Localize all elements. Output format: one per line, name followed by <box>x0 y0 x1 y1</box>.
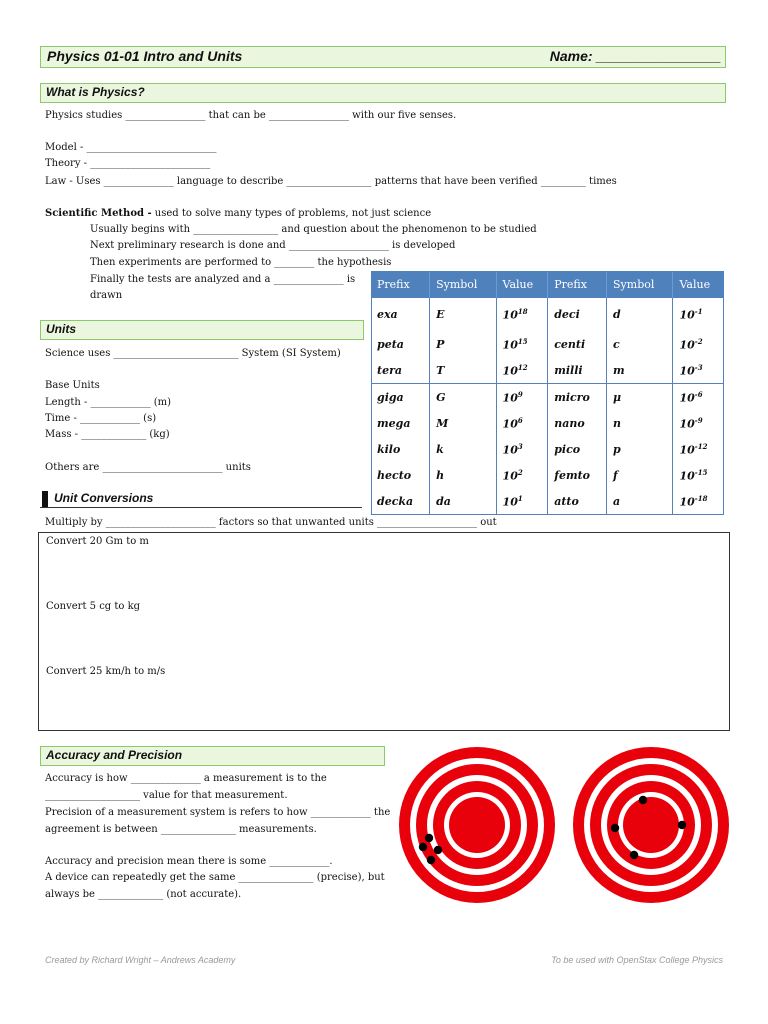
cell-symbol: d <box>607 298 673 331</box>
conversion-work-box <box>38 532 730 731</box>
cell-prefix: decka <box>371 488 430 514</box>
table-row <box>371 462 724 488</box>
sci-method-text: used to solve many types of problems, not just science <box>151 208 432 219</box>
section-header-units <box>40 320 364 340</box>
cell-symbol: μ <box>607 384 673 411</box>
hit-mark <box>678 821 686 829</box>
table-row <box>371 436 724 462</box>
cell-symbol: c <box>607 331 673 357</box>
table-row <box>371 331 724 357</box>
hit-mark <box>630 851 638 859</box>
table-header-row <box>371 271 724 298</box>
cell-value <box>673 410 724 436</box>
cell-value <box>496 331 548 357</box>
cell-prefix: mega <box>371 410 430 436</box>
cell-value <box>496 462 548 488</box>
value-base: 10 <box>679 338 695 352</box>
page-title: Physics 01-01 Intro and Units <box>47 48 243 64</box>
table-row <box>371 488 724 514</box>
value-exponent: 18 <box>517 307 528 317</box>
value-exponent: 12 <box>517 362 528 372</box>
cell-value <box>673 331 724 357</box>
value-exponent: 15 <box>517 336 528 346</box>
target-ring <box>623 797 679 853</box>
time-line: Time - ____________ (s) <box>45 413 157 424</box>
value-base: 10 <box>502 417 518 431</box>
cell-prefix: milli <box>548 357 607 384</box>
cell-symbol: f <box>607 462 673 488</box>
value-exponent: -2 <box>694 336 703 346</box>
conversion-question-1: Convert 20 Gm to m <box>46 536 149 547</box>
cell-value <box>673 462 724 488</box>
cell-symbol: M <box>430 410 496 436</box>
multiply-line: Multiply by ______________________ factors so that unwanted units ____________________ out <box>45 517 497 528</box>
section-header-conversions <box>40 490 362 508</box>
cell-value <box>496 436 548 462</box>
physics-studies-line: Physics studies ________________ that can be ________________ with our five senses. <box>45 110 457 121</box>
cell-prefix: kilo <box>371 436 430 462</box>
cell-value <box>496 298 548 331</box>
value-base: 10 <box>679 495 695 509</box>
cell-symbol: da <box>430 488 496 514</box>
cell-prefix: tera <box>371 357 430 384</box>
sci-method-line <box>45 207 431 221</box>
hit-mark <box>419 843 427 851</box>
value-base: 10 <box>679 364 695 378</box>
base-units-label: Base Units <box>45 380 100 391</box>
value-base: 10 <box>502 443 518 457</box>
conversion-question-2: Convert 5 cg to kg <box>46 601 141 612</box>
theory-line: Theory - ________________________ <box>45 158 211 169</box>
accuracy-line-2: ___________________ value for that measurement. <box>45 790 288 801</box>
value-exponent: -1 <box>694 307 703 317</box>
method-step-2: Next preliminary research is done and ____________________ is developed <box>90 240 456 251</box>
accurate-not-precise-target-image <box>568 746 734 904</box>
table-row <box>371 384 724 411</box>
value-exponent: -6 <box>694 389 703 399</box>
table-row <box>371 357 724 384</box>
conversion-question-3: Convert 25 km/h to m/s <box>46 666 166 677</box>
header-prefix: Prefix <box>548 271 607 298</box>
target-ring <box>449 797 505 853</box>
value-base: 10 <box>679 443 695 457</box>
cell-symbol: m <box>607 357 673 384</box>
cell-prefix: micro <box>548 384 607 411</box>
section-marker <box>42 491 48 507</box>
accuracy-line-7: always be _____________ (not accurate). <box>45 889 242 900</box>
hit-mark <box>639 796 647 804</box>
cell-prefix: peta <box>371 331 430 357</box>
hit-mark <box>611 824 619 832</box>
method-step-3: Then experiments are performed to ________ the hypothesis <box>90 257 392 268</box>
value-exponent: 1 <box>517 493 523 503</box>
section-title: Unit Conversions <box>54 491 154 505</box>
cell-value <box>673 488 724 514</box>
value-base: 10 <box>679 391 695 405</box>
accuracy-line-4: agreement is between _______________ measurements. <box>45 824 317 835</box>
accuracy-line-5: Accuracy and precision mean there is some ____________. <box>45 856 333 867</box>
value-base: 10 <box>679 469 695 483</box>
science-uses-line: Science uses _________________________ System (SI System) <box>45 348 341 359</box>
cell-prefix: nano <box>548 410 607 436</box>
hit-mark <box>425 834 433 842</box>
table-row <box>371 298 724 331</box>
header-symbol: Symbol <box>430 271 496 298</box>
value-base: 10 <box>502 469 518 483</box>
cell-symbol: p <box>607 436 673 462</box>
value-exponent: 9 <box>517 389 523 399</box>
precise-not-accurate-target-image <box>394 746 560 904</box>
method-step-4: Finally the tests are analyzed and a ______________ is <box>90 274 356 285</box>
value-exponent: -9 <box>694 415 703 425</box>
method-step-1: Usually begins with _________________ and question about the phenomenon to be studied <box>90 224 537 235</box>
footer-source: To be used with OpenStax College Physics <box>551 955 723 965</box>
cell-prefix: exa <box>371 298 430 331</box>
header-prefix: Prefix <box>371 271 430 298</box>
section-title: Units <box>46 322 76 336</box>
cell-symbol: n <box>607 410 673 436</box>
mass-line: Mass - _____________ (kg) <box>45 429 170 440</box>
accuracy-line-1: Accuracy is how ______________ a measurement is to the <box>45 773 327 784</box>
section-header-physics <box>40 83 726 103</box>
footer-credit: Created by Richard Wright – Andrews Academy <box>45 955 236 965</box>
value-base: 10 <box>679 308 695 322</box>
cell-symbol: P <box>430 331 496 357</box>
name-label: Name: ________________ <box>549 48 721 64</box>
cell-value <box>673 357 724 384</box>
value-exponent: 3 <box>517 441 523 451</box>
cell-value <box>673 436 724 462</box>
value-exponent: -18 <box>694 493 708 503</box>
law-line: Law - Uses ______________ language to describe _________________ patterns that have been verified _________ times <box>45 176 617 187</box>
method-step-4b: drawn <box>90 290 123 301</box>
section-title: What is Physics? <box>46 85 145 99</box>
value-exponent: 2 <box>517 467 523 477</box>
header-value: Value <box>673 271 724 298</box>
cell-value <box>673 384 724 411</box>
value-base: 10 <box>502 495 518 509</box>
hit-mark <box>427 856 435 864</box>
length-line: Length - ____________ (m) <box>45 397 172 408</box>
cell-prefix: pico <box>548 436 607 462</box>
cell-prefix: femto <box>548 462 607 488</box>
title-bar <box>40 46 726 68</box>
value-exponent: -15 <box>694 467 708 477</box>
cell-symbol: T <box>430 357 496 384</box>
header-symbol: Symbol <box>607 271 673 298</box>
value-exponent: -3 <box>694 362 703 372</box>
accuracy-line-6: A device can repeatedly get the same _______________ (precise), but <box>45 872 385 883</box>
value-exponent: 6 <box>517 415 523 425</box>
cell-value <box>496 488 548 514</box>
cell-value <box>673 298 724 331</box>
value-exponent: -12 <box>694 441 708 451</box>
prefix-table <box>371 271 724 514</box>
cell-symbol: k <box>430 436 496 462</box>
cell-value <box>496 384 548 411</box>
value-base: 10 <box>502 308 518 322</box>
sci-method-label: Scientific Method - <box>45 208 152 219</box>
section-header-accuracy <box>40 746 385 766</box>
cell-symbol: G <box>430 384 496 411</box>
section-title: Accuracy and Precision <box>46 748 183 762</box>
accuracy-line-3: Precision of a measurement system is refers to how ____________ the <box>45 807 391 818</box>
model-line: Model - __________________________ <box>45 142 217 153</box>
cell-symbol: a <box>607 488 673 514</box>
cell-symbol: h <box>430 462 496 488</box>
value-base: 10 <box>679 417 695 431</box>
value-base: 10 <box>502 391 518 405</box>
value-base: 10 <box>502 364 518 378</box>
hit-mark <box>434 846 442 854</box>
cell-prefix: atto <box>548 488 607 514</box>
table-row <box>371 410 724 436</box>
cell-symbol: E <box>430 298 496 331</box>
cell-prefix: deci <box>548 298 607 331</box>
header-value: Value <box>496 271 548 298</box>
others-line: Others are ________________________ units <box>45 462 251 473</box>
value-base: 10 <box>502 338 518 352</box>
cell-prefix: centi <box>548 331 607 357</box>
cell-value <box>496 357 548 384</box>
cell-value <box>496 410 548 436</box>
cell-prefix: giga <box>371 384 430 411</box>
cell-prefix: hecto <box>371 462 430 488</box>
